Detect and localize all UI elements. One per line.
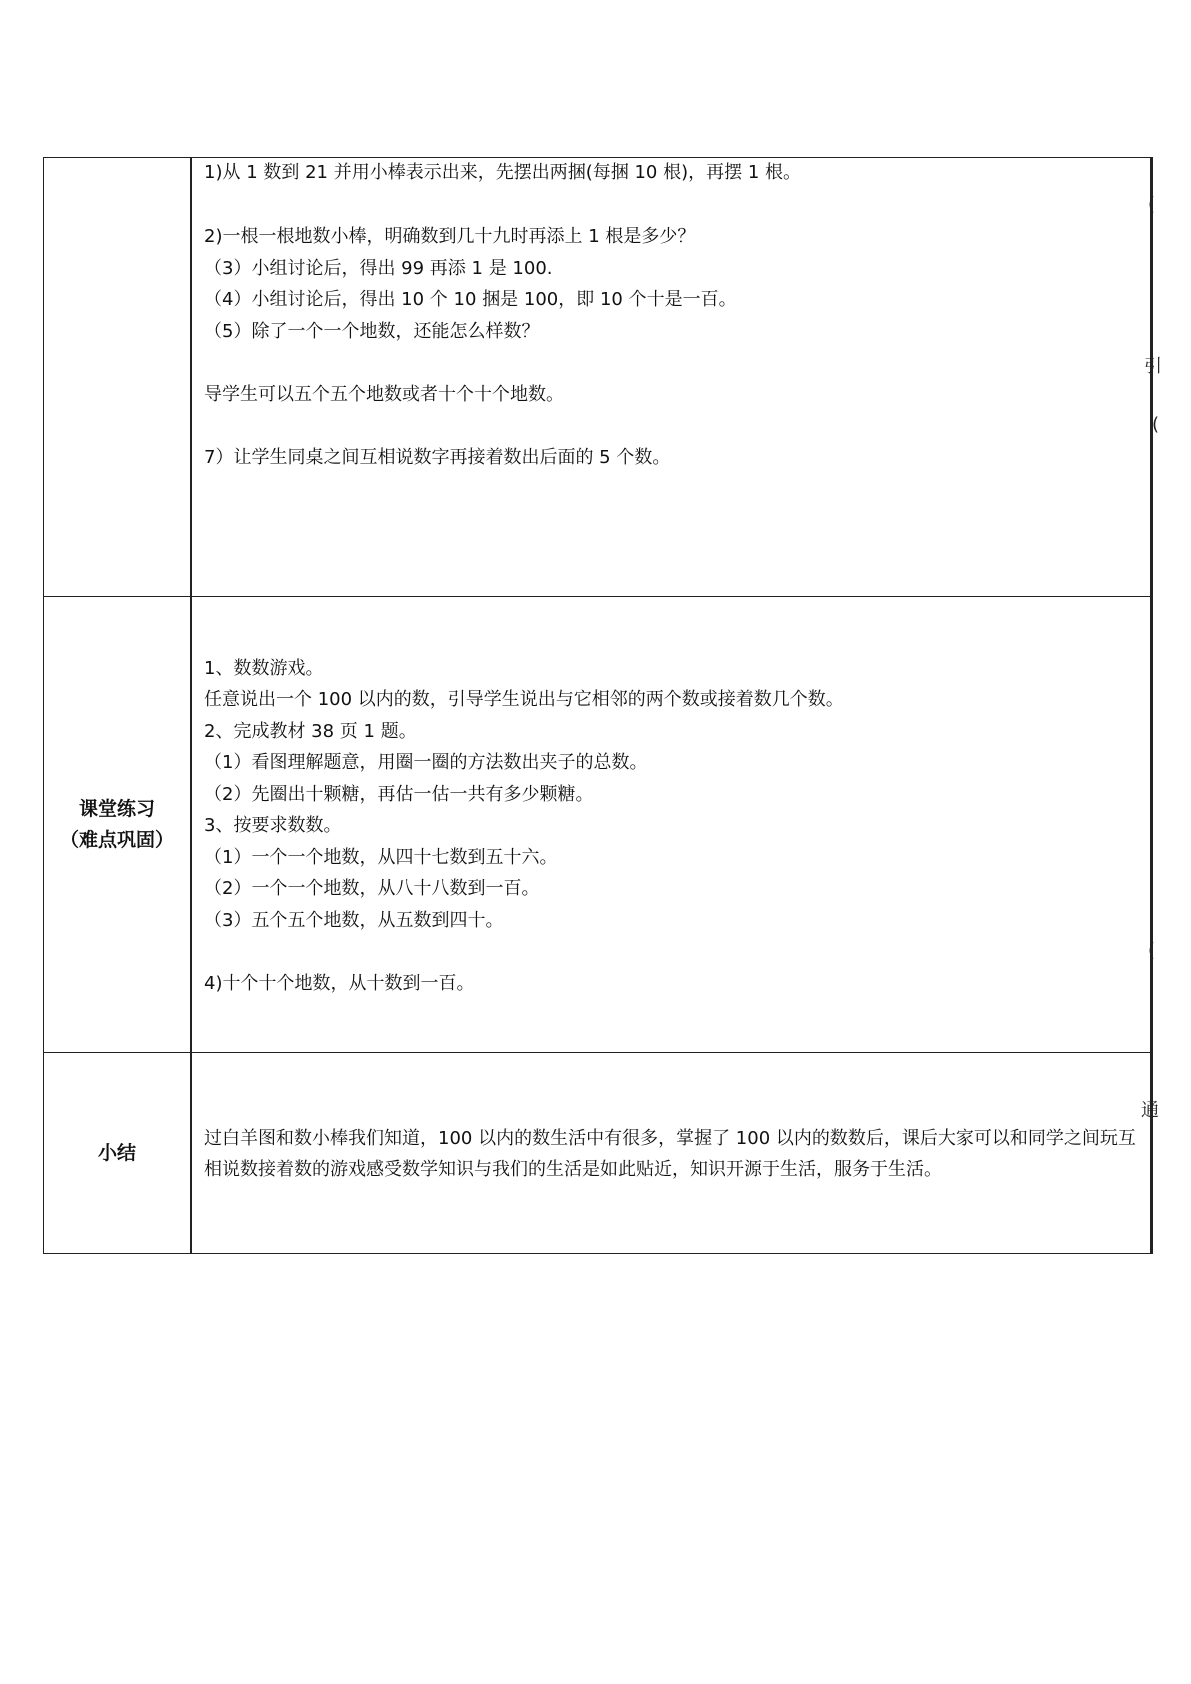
margin-mark-1: (: [1148, 194, 1156, 215]
practice-line-1: 1、数数游戏。: [204, 658, 324, 679]
activity-line-1: 1)从 1 数到 21 并用小棒表示出来，先摆出两捆(每捆 10 根)，再摆 1 根。: [204, 162, 802, 183]
table-row-summary: [43, 1053, 1153, 1254]
activity-line-3: （3）小组讨论后，得出 99 再添 1 是 100.: [204, 258, 553, 279]
practice-line-7: （1）一个一个地数，从四十七数到五十六。: [204, 847, 558, 868]
table-row-activities: [43, 157, 1156, 597]
practice-line-9: （3）五个五个地数，从五数到四十。: [204, 910, 504, 931]
practice-line-5: （2）先圈出十颗糖，再估一估一共有多少颗糖。: [204, 784, 594, 805]
row-label-practice: [43, 597, 192, 1052]
row-content-practice: [192, 597, 1156, 1052]
summary-label: 小结: [97, 1141, 136, 1164]
activity-line-4: （4）小组讨论后，得出 10 个 10 捆是 100，即 10 个十是一百。: [204, 289, 737, 310]
row-label-summary: [43, 1053, 192, 1253]
practice-line-3: 2、完成教材 38 页 1 题。: [204, 721, 417, 742]
summary-paragraph: 过白羊图和数小棒我们知道，100 以内的数生活中有很多，掌握了 100 以内的数数后，课后大家可以和同学之间玩互相说数接着数的游戏感受数学知识与我们的生活是如此贴近，知识开源于生活，服务于生活。: [204, 1128, 1136, 1180]
activity-line-6: 导学生可以五个五个地数或者十个十个地数。: [204, 384, 564, 405]
activity-line-5: （5）除了一个一个地数，还能怎么样数？: [204, 321, 540, 342]
practice-label-title: 课堂练习: [78, 797, 155, 820]
practice-label-subtitle: （难点巩固）: [59, 828, 174, 851]
margin-mark-4: (: [1148, 940, 1156, 961]
margin-mark-5: 通: [1141, 1100, 1159, 1121]
table-row-practice: [43, 597, 1156, 1053]
practice-line-6: 3、按要求数数。: [204, 815, 342, 836]
lesson-table: [43, 157, 1156, 1254]
activity-line-7: 7）让学生同桌之间互相说数字再接着数出后面的 5 个数。: [204, 447, 671, 468]
row-label-empty: [43, 158, 192, 596]
margin-mark-3: (: [1152, 414, 1160, 435]
row-content-activities: [192, 158, 1156, 596]
practice-line-2: 任意说出一个 100 以内的数，引导学生说出与它相邻的两个数或接着数几个数。: [204, 689, 844, 710]
activity-line-2: 2)一根一根地数小棒，明确数到几十九时再添上 1 根是多少？: [204, 226, 696, 247]
practice-line-10: 4)十个十个地数，从十数到一百。: [204, 973, 475, 994]
practice-line-4: （1）看图理解题意，用圈一圈的方法数出夹子的总数。: [204, 752, 648, 773]
margin-mark-2: 引: [1144, 356, 1162, 377]
row-content-summary: [192, 1053, 1153, 1253]
practice-line-8: （2）一个一个地数，从八十八数到一百。: [204, 878, 540, 899]
